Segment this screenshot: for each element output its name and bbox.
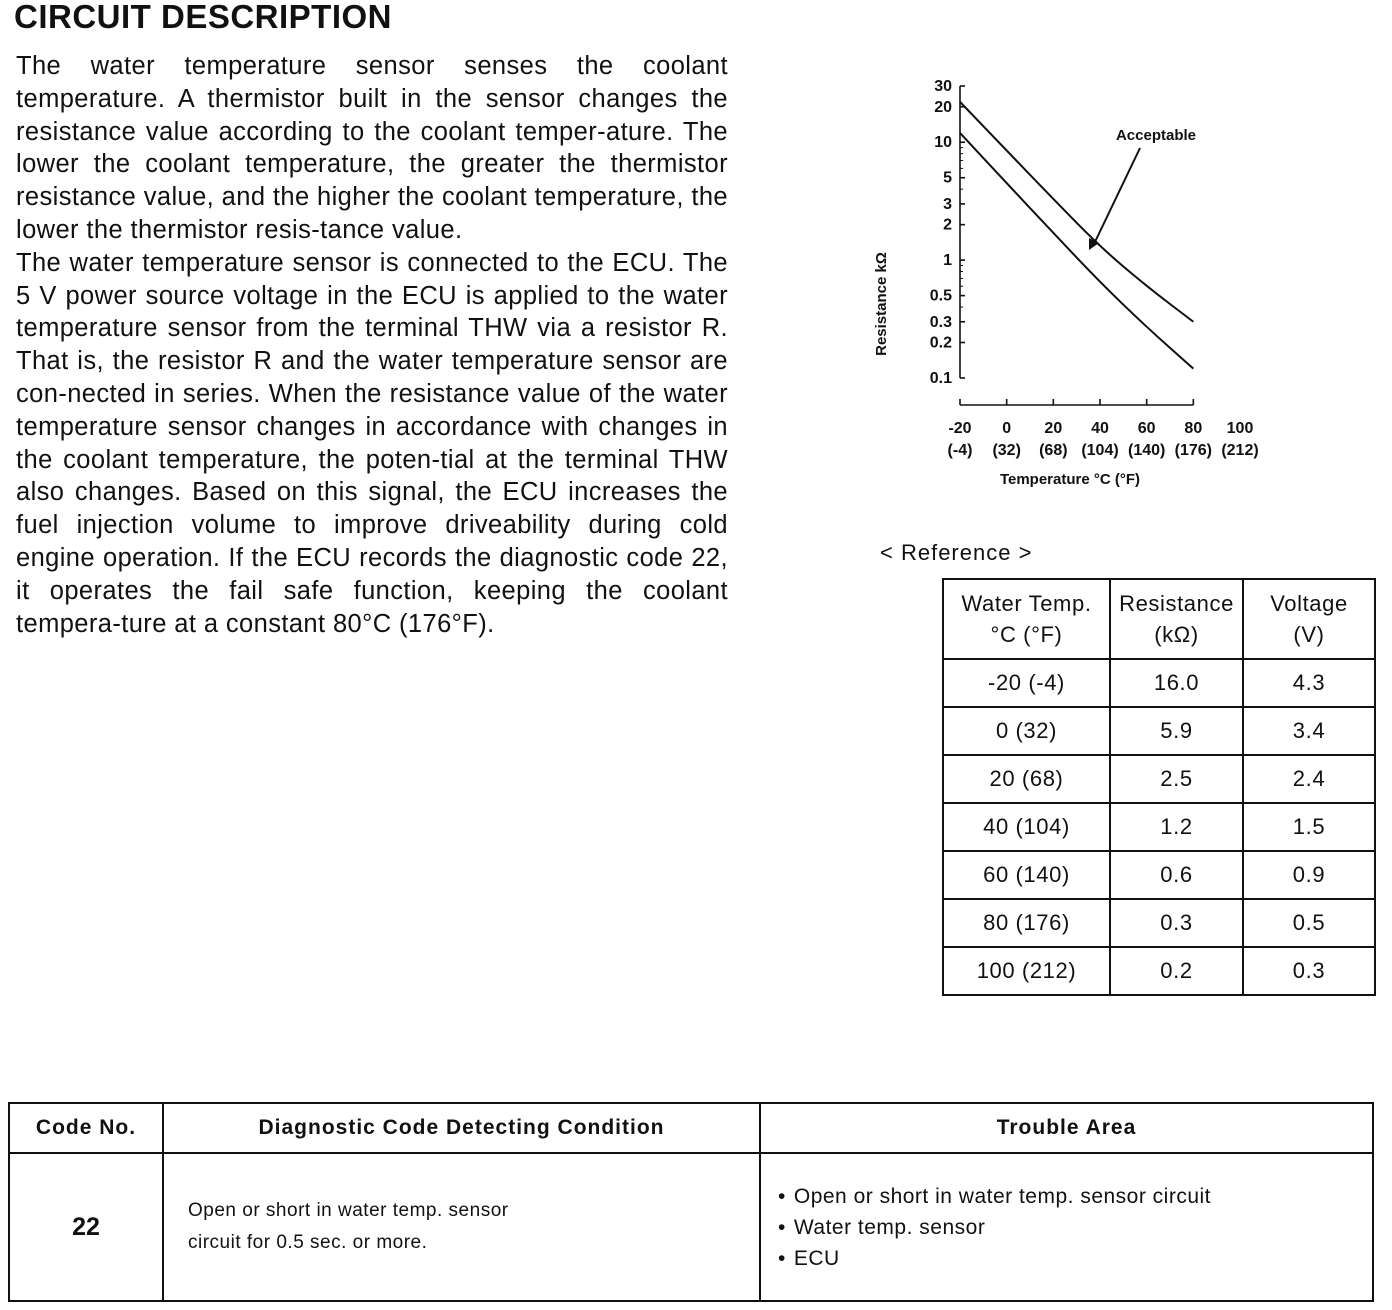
header-line: Resistance — [1119, 591, 1234, 616]
cell-temp: 20 (68) — [943, 755, 1110, 803]
cell-voltage: 0.3 — [1243, 947, 1375, 995]
header-voltage — [1243, 579, 1375, 659]
table-row — [943, 947, 1375, 995]
table-row — [943, 659, 1375, 707]
cell-voltage: 4.3 — [1243, 659, 1375, 707]
x-tick-label-celsius: 60 — [1137, 420, 1156, 437]
y-tick-label: 5 — [943, 169, 952, 187]
x-tick-label-celsius: -20 — [948, 420, 972, 437]
cell-resistance: 0.3 — [1110, 899, 1243, 947]
condition-line: Open or short in water temp. sensor — [188, 1200, 509, 1221]
y-tick-label: 0.1 — [929, 370, 952, 387]
table-row — [943, 851, 1375, 899]
x-tick-label-fahrenheit: (176) — [1174, 442, 1213, 459]
cell-temp: 60 (140) — [943, 851, 1110, 899]
cell-resistance: 1.2 — [1110, 803, 1243, 851]
circuit-description — [16, 50, 728, 640]
cell-temp: 80 (176) — [943, 899, 1110, 947]
x-tick-label-fahrenheit: (32) — [992, 442, 1021, 459]
header-unit: (V) — [1293, 622, 1325, 647]
x-axis-label: Temperature °C (°F) — [999, 471, 1141, 488]
y-tick-label: 1 — [943, 252, 952, 270]
reference-label: < Reference > — [880, 540, 1033, 565]
resistance-temperature-chart — [860, 66, 1280, 496]
cell-resistance: 2.5 — [1110, 755, 1243, 803]
reference-header-row — [943, 579, 1375, 659]
trouble-area-cell — [760, 1153, 1373, 1301]
x-tick-label-celsius: 100 — [1226, 420, 1254, 437]
description-paragraph: The water temperature sensor is connected to the ECU. The 5 V power source voltage in the ECU is applied to the water temperature sensor from the terminal THW via a resistor R. That is, the resistor R and the water temperature sensor are con-nected in series. When the resistance value of the water temperature sensor changes in accordance with changes in the coolant temperature, the poten-tial at the terminal THW also changes. Based on this signal, the ECU increases the fuel injection volume to improve driveability during cold engine operation. If the ECU records the diagnostic code 22, it operates the fail safe function, keeping the coolant tempera-ture at a constant 80°C (176°F). — [16, 248, 728, 638]
cell-temp: 100 (212) — [943, 947, 1110, 995]
cell-resistance: 16.0 — [1110, 659, 1243, 707]
x-tick-label-celsius: 40 — [1091, 420, 1109, 437]
header-resistance — [1110, 579, 1243, 659]
cell-resistance: 0.6 — [1110, 851, 1243, 899]
section-title: CIRCUIT DESCRIPTION — [14, 0, 393, 35]
header-water-temp — [943, 579, 1110, 659]
x-tick-label-fahrenheit: (104) — [1081, 442, 1119, 459]
x-tick-label-celsius: 20 — [1044, 420, 1063, 437]
cell-resistance: 5.9 — [1110, 707, 1243, 755]
table-row — [943, 755, 1375, 803]
cell-voltage: 2.4 — [1243, 755, 1375, 803]
header-line: Voltage — [1270, 591, 1348, 616]
x-tick-label-celsius: 0 — [1002, 420, 1012, 437]
list-item: • ECU — [778, 1243, 1371, 1274]
header-detecting-condition: Diagnostic Code Detecting Condition — [163, 1103, 760, 1153]
cell-temp: -20 (-4) — [943, 659, 1110, 707]
header-code-no: Code No. — [9, 1103, 163, 1153]
cell-temp: 0 (32) — [943, 707, 1110, 755]
cell-voltage: 0.5 — [1243, 899, 1375, 947]
acceptable-annotation: Acceptable — [1115, 127, 1197, 144]
x-axis — [948, 399, 1259, 459]
list-item: • Open or short in water temp. sensor circuit — [778, 1181, 1371, 1212]
cell-voltage: 3.4 — [1243, 707, 1375, 755]
y-tick-label: 2 — [943, 216, 952, 234]
y-tick-label: 0.3 — [929, 313, 952, 331]
reference-table — [942, 578, 1376, 996]
y-tick-label: 10 — [934, 134, 952, 152]
annotation-leader-line — [1094, 148, 1140, 244]
header-unit: (kΩ) — [1154, 622, 1199, 647]
table-row — [943, 899, 1375, 947]
y-axis-label: Resistance kΩ — [873, 252, 890, 356]
cell-voltage: 0.9 — [1243, 851, 1375, 899]
y-tick-label: 0.2 — [929, 334, 952, 352]
header-line: Water Temp. — [961, 591, 1092, 616]
cell-temp: 40 (104) — [943, 803, 1110, 851]
x-tick-label-fahrenheit: (140) — [1127, 442, 1166, 459]
code-number: 22 — [9, 1153, 163, 1301]
y-tick-label: 0.5 — [929, 287, 952, 305]
diagnostic-code-table — [8, 1102, 1374, 1302]
cell-resistance: 0.2 — [1110, 947, 1243, 995]
y-axis — [930, 78, 965, 387]
trouble-area-list — [762, 1181, 1371, 1274]
description-paragraph: The water temperature sensor senses the coolant temperature. A thermistor built in the sensor changes the resistance value according to the coolant temper-ature. The lower the coolant temperature, the greater the thermistor resistance value, and the higher the coolant temperature, the lower the thermistor resis-tance value. — [16, 52, 728, 244]
table-row — [943, 803, 1375, 851]
y-tick-label: 3 — [943, 195, 952, 213]
x-tick-label-fahrenheit: (-4) — [947, 442, 973, 459]
x-tick-label-celsius: 80 — [1184, 420, 1203, 437]
header-unit: °C (°F) — [990, 622, 1063, 647]
series-line-lower — [960, 133, 1193, 369]
y-tick-label: 30 — [934, 78, 952, 95]
condition-line: circuit for 0.5 sec. or more. — [188, 1232, 428, 1253]
cell-voltage: 1.5 — [1243, 803, 1375, 851]
y-tick-label: 20 — [934, 98, 952, 116]
x-tick-label-fahrenheit: (212) — [1221, 442, 1259, 459]
detecting-condition — [163, 1153, 760, 1301]
list-item: • Water temp. sensor — [778, 1212, 1371, 1243]
diagnostic-row — [9, 1153, 1373, 1301]
table-row — [943, 707, 1375, 755]
diagnostic-header-row — [9, 1103, 1373, 1153]
x-tick-label-fahrenheit: (68) — [1039, 442, 1068, 459]
header-trouble-area: Trouble Area — [760, 1103, 1373, 1153]
